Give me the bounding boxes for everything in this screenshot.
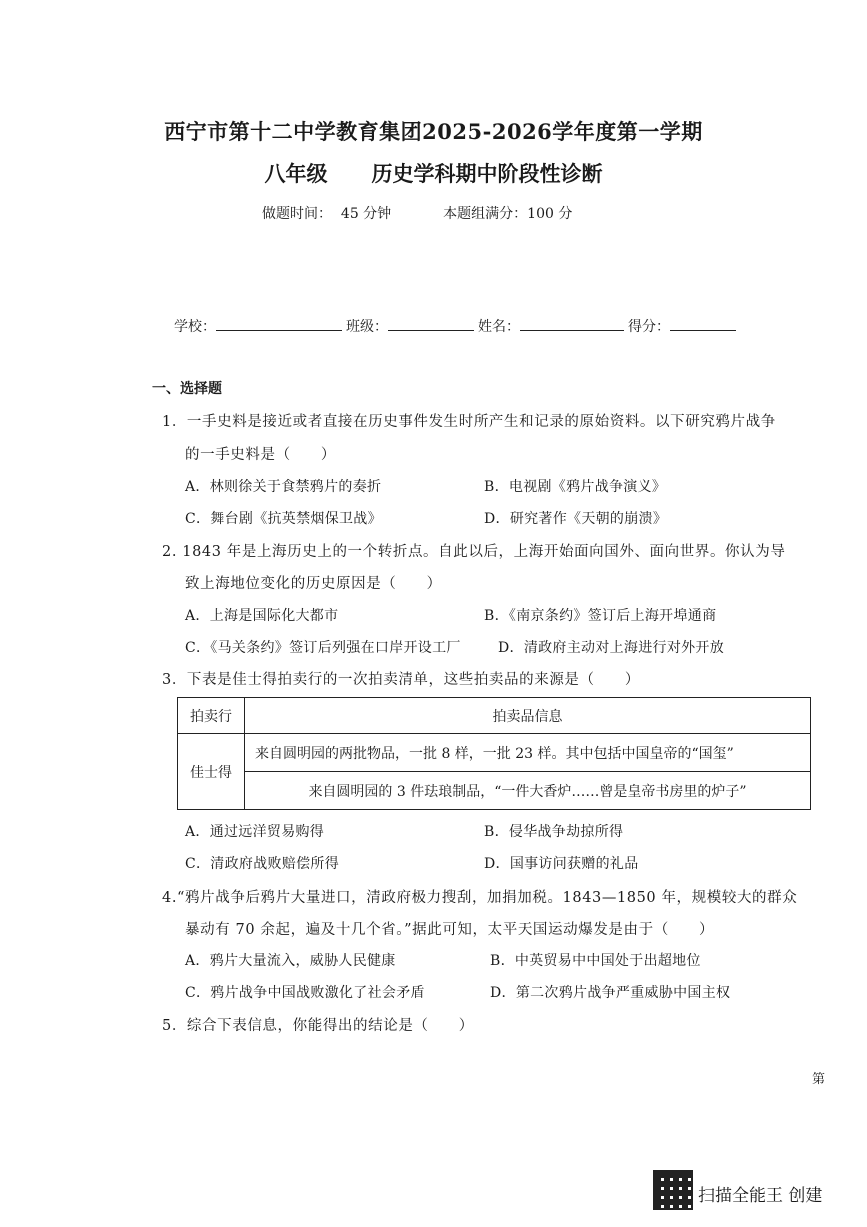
scanner-watermark: 扫描全能王 创建 bbox=[698, 1186, 823, 1206]
question-2-option-b[interactable]: B．《南京条约》签订后上海开埠通商 bbox=[484, 608, 717, 624]
table-header-house: 拍卖行 bbox=[178, 698, 245, 734]
class-label: 班级： bbox=[346, 319, 388, 335]
question-3-option-c[interactable]: C．清政府战败赔偿所得 bbox=[185, 856, 340, 872]
question-3-option-d[interactable]: D．国事访问获赠的礼品 bbox=[484, 856, 639, 872]
question-4-option-b[interactable]: B．中英贸易中中国处于出超地位 bbox=[490, 953, 701, 969]
question-2-stem-cont: 致上海地位变化的历史原因是（ ） bbox=[185, 576, 442, 592]
question-1-stem: 1．一手史料是接近或者直接在历史事件发生时所产生和记录的原始资料。以下研究鸦片战争 bbox=[162, 414, 776, 430]
exam-title: 西宁市第十二中学教育集团2025-2026学年度第一学期 bbox=[164, 119, 703, 144]
table-cell-item-2: 来自圆明园的 3 件珐琅制品，“一件大香炉……曾是皇帝书房里的炉子” bbox=[245, 772, 811, 810]
time-value: 45 分钟 bbox=[340, 206, 392, 222]
question-2-stem: 2. 1843 年是上海历史上的一个转折点。自此以后，上海开始面向国外、面向世界。你认为导 bbox=[162, 544, 786, 560]
qr-code-icon bbox=[653, 1170, 693, 1210]
question-1-option-c[interactable]: C．舞台剧《抗英禁烟保卫战》 bbox=[185, 511, 382, 527]
question-1-option-b[interactable]: B．电视剧《鸦片战争演义》 bbox=[484, 479, 667, 495]
question-1-option-d[interactable]: D．研究著作《天朝的崩溃》 bbox=[484, 511, 668, 527]
school-label: 学校： bbox=[174, 319, 216, 335]
exam-meta bbox=[262, 203, 572, 223]
name-field[interactable] bbox=[520, 316, 624, 331]
time-label: 做题时间： bbox=[262, 206, 332, 222]
score-field[interactable] bbox=[670, 316, 736, 331]
section-title: 一、选择题 bbox=[152, 381, 222, 397]
exam-subtitle bbox=[0, 158, 867, 188]
table-row bbox=[178, 772, 811, 810]
class-field[interactable] bbox=[388, 316, 474, 331]
question-5-stem: 5．综合下表信息，你能得出的结论是（ ） bbox=[162, 1018, 474, 1034]
table-row bbox=[178, 734, 811, 772]
question-3-stem: 3．下表是佳士得拍卖行的一次拍卖清单，这些拍卖品的来源是（ ） bbox=[162, 672, 640, 688]
question-3-option-b[interactable]: B．侵华战争劫掠所得 bbox=[484, 824, 624, 840]
page-number-mark: 第 bbox=[812, 1072, 826, 1087]
question-1-stem-cont: 的一手史料是（ ） bbox=[185, 447, 336, 463]
student-info-row bbox=[174, 316, 740, 336]
question-2-option-a[interactable]: A．上海是国际化大都市 bbox=[185, 608, 339, 624]
score-label: 得分： bbox=[628, 319, 670, 335]
exam-name: 历史学科期中阶段性诊断 bbox=[371, 161, 603, 186]
table-header-items: 拍卖品信息 bbox=[245, 698, 811, 734]
full-score-label: 本题组满分： bbox=[443, 206, 528, 222]
question-2-option-c[interactable]: C．《马关条约》签订后列强在口岸开设工厂 bbox=[185, 640, 461, 656]
table-cell-item-1: 来自圆明园的两批物品，一批 8 样，一批 23 样。其中包括中国皇帝的“国玺” bbox=[245, 734, 811, 772]
table-header-row bbox=[178, 698, 811, 734]
auction-house-cell: 佳士得 bbox=[178, 734, 245, 810]
auction-table bbox=[177, 697, 811, 810]
question-3-option-a[interactable]: A．通过远洋贸易购得 bbox=[185, 824, 325, 840]
name-label: 姓名： bbox=[478, 319, 520, 335]
question-4-option-c[interactable]: C．鸦片战争中国战败激化了社会矛盾 bbox=[185, 985, 425, 1001]
full-score-value: 100 分 bbox=[527, 206, 573, 222]
question-1-option-a[interactable]: A．林则徐关于食禁鸦片的奏折 bbox=[185, 479, 382, 495]
school-field[interactable] bbox=[216, 316, 342, 331]
grade-label: 八年级 bbox=[264, 161, 328, 186]
question-2-option-d[interactable]: D．清政府主动对上海进行对外开放 bbox=[498, 640, 725, 656]
question-4-stem: 4.“鸦片战争后鸦片大量进口，清政府极力搜刮，加捐加税。1843—1850 年，规模较大的群众 bbox=[162, 890, 798, 906]
question-4-option-a[interactable]: A．鸦片大量流入，威胁人民健康 bbox=[185, 953, 396, 969]
question-4-stem-cont: 暴动有 70 余起，遍及十几个省。”据此可知，太平天国运动爆发是由于（ ） bbox=[185, 922, 715, 938]
question-4-option-d[interactable]: D．第二次鸦片战争严重威胁中国主权 bbox=[490, 985, 731, 1001]
